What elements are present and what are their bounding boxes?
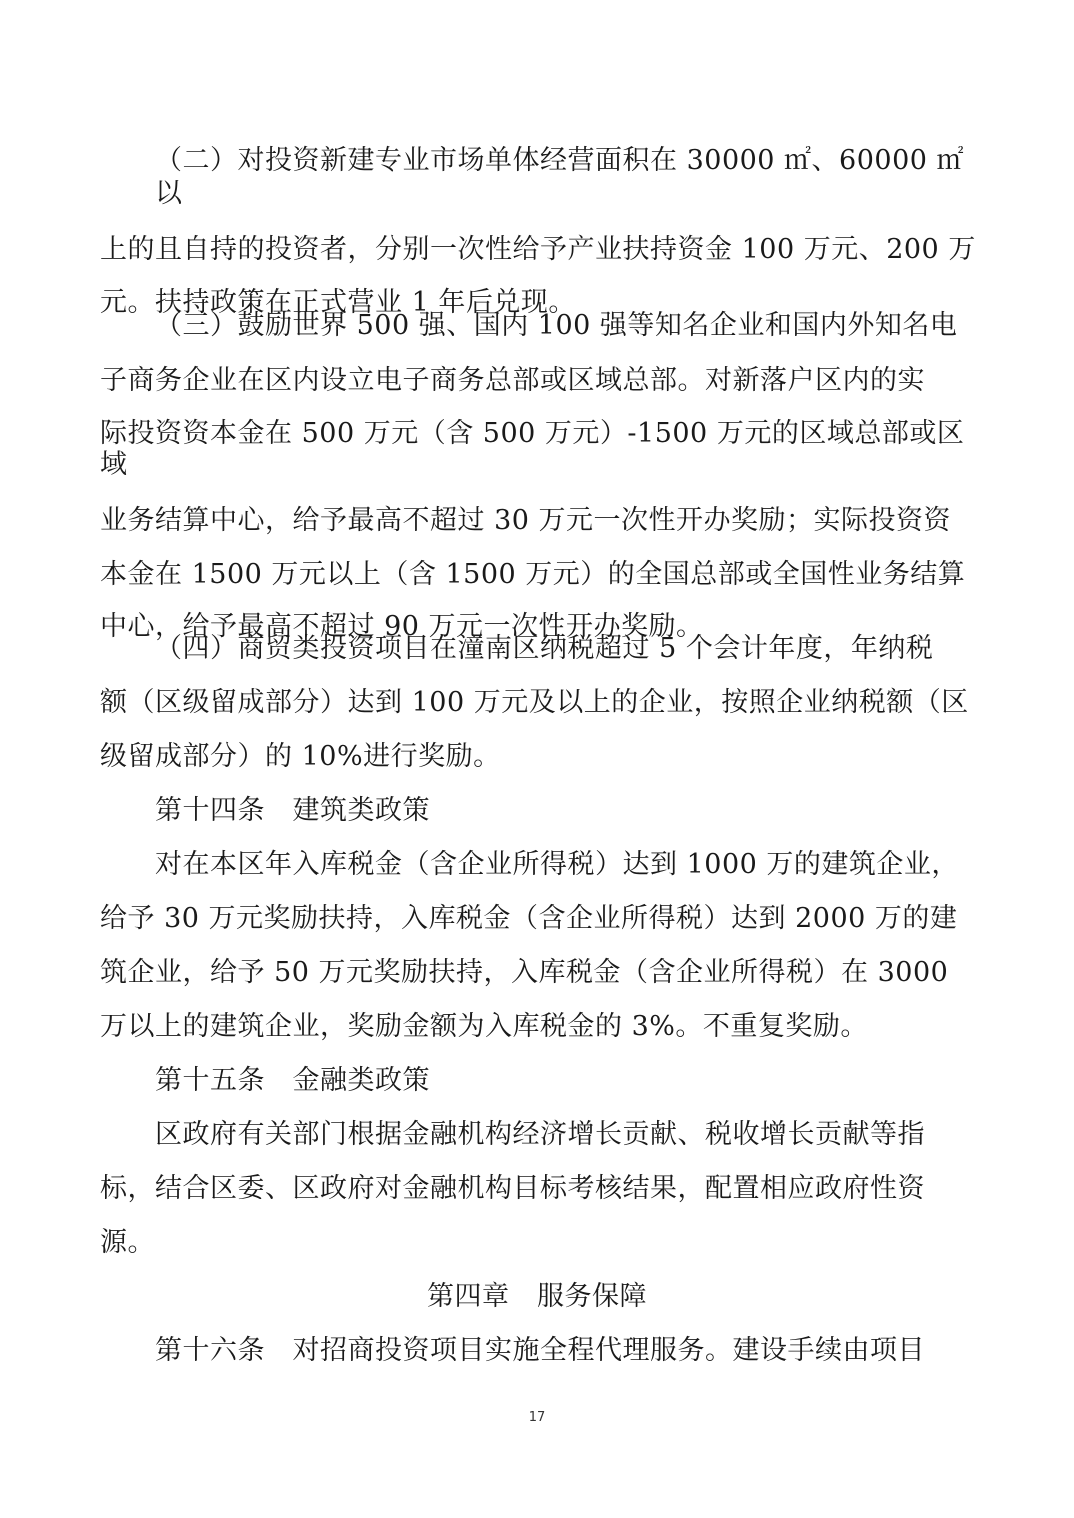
paragraph-line: 本金在 1500 万元以上（含 1500 万元）的全国总部或全国性业务结算	[100, 559, 966, 590]
paragraph-line: 级留成部分）的 10%进行奖励。	[100, 741, 501, 772]
paragraph-line: 元。扶持政策在正式营业 1 年后兑现。	[100, 287, 576, 318]
paragraph-line: 中心，给予最高不超过 90 万元一次性开办奖励。	[100, 611, 704, 642]
paragraph-line: 对在本区年入库税金（含企业所得税）达到 1000 万的建筑企业，	[155, 849, 959, 880]
paragraph-line: （三）鼓励世界 500 强、国内 100 强等知名企业和国内外知名电	[155, 310, 958, 341]
page-number: 17	[528, 1410, 546, 1425]
paragraph-line: 上的且自持的投资者，分别一次性给予产业扶持资金 100 万元、200 万	[100, 234, 976, 265]
paragraph-line: 际投资资本金在 500 万元（含 500 万元）-1500 万元的区域总部或区	[100, 418, 965, 449]
section-heading: 第十五条 金融类政策	[155, 1065, 430, 1096]
paragraph-line: 子商务企业在区内设立电子商务总部或区域总部。对新落户区内的实	[100, 365, 925, 396]
paragraph-line: 源。	[100, 1227, 155, 1258]
paragraph-line: 给予 30 万元奖励扶持，入库税金（含企业所得税）达到 2000 万的建	[100, 903, 958, 934]
paragraph-line: 筑企业，给予 50 万元奖励扶持，入库税金（含企业所得税）在 3000	[100, 957, 949, 988]
paragraph-line: 额（区级留成部分）达到 100 万元及以上的企业，按照企业纳税额（区	[100, 687, 969, 718]
paragraph-line: 万以上的建筑企业，奖励金额为入库税金的 3%。不重复奖励。	[100, 1011, 868, 1042]
paragraph-line: 域	[100, 449, 128, 480]
chapter-heading: 第四章 服务保障	[427, 1281, 647, 1312]
paragraph-line: （二）对投资新建专业市场单体经营面积在 30000 ㎡、60000 ㎡	[155, 145, 965, 176]
paragraph-line: 区政府有关部门根据金融机构经济增长贡献、税收增长贡献等指	[155, 1119, 925, 1150]
paragraph-line: 标，结合区委、区政府对金融机构目标考核结果，配置相应政府性资	[100, 1173, 925, 1204]
paragraph-line: （四）商贸类投资项目在潼南区纳税超过 5 个会计年度，年纳税	[155, 633, 934, 664]
section-heading: 第十四条 建筑类政策	[155, 795, 430, 826]
paragraph-line: 以	[155, 178, 183, 209]
paragraph-line: 业务结算中心，给予最高不超过 30 万元一次性开办奖励；实际投资资	[100, 505, 952, 536]
paragraph-line: 第十六条 对招商投资项目实施全程代理服务。建设手续由项目	[155, 1335, 925, 1366]
